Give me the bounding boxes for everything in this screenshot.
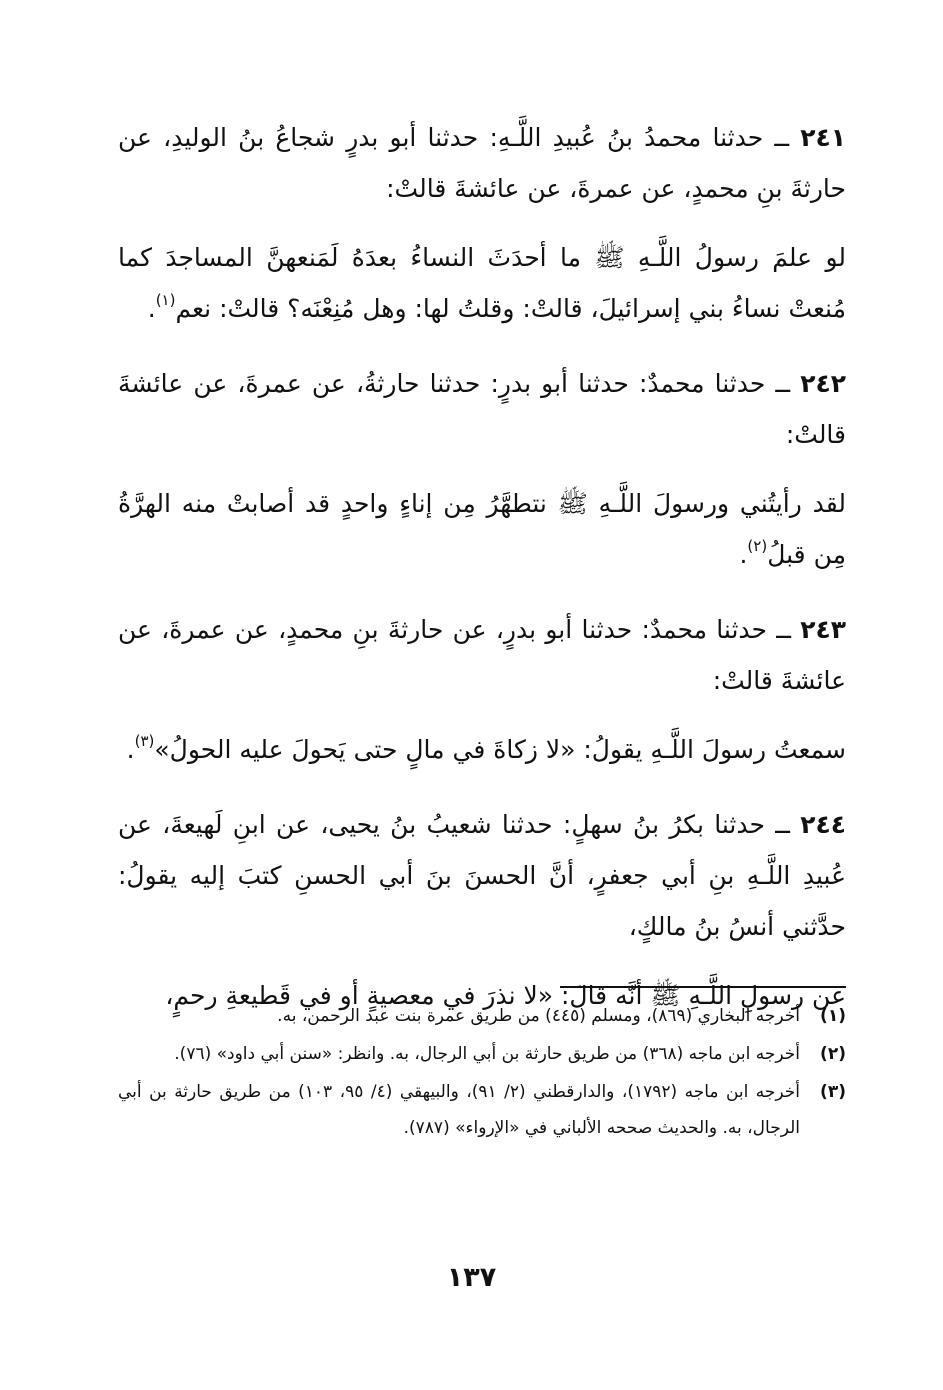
- matn-text: عن رسولِ اللَّـهِ ﷺ أنَّه قالَ: «لا نذرَ في معصيةٍ أو في قَطيعةِ رحمٍ،: [165, 981, 846, 1010]
- hadith-text-243: [118, 724, 846, 779]
- isnad-text: ــ حدثنا محمدٌ: حدثنا أبو بدرٍ: حدثنا حارثةُ، عن عمرةَ، عن عائشةَ قالتْ:: [118, 369, 846, 449]
- hadith-number: ٢٤٤: [800, 810, 846, 839]
- footnotes: [118, 998, 846, 1148]
- matn-text: لو علمَ رسولُ اللَّـهِ ﷺ ما أحدَثَ النساءُ بعدَهُ لَمَنعهنَّ المساجدَ كما مُنعتْ نساءُ بني إسرائيلَ، قالتْ: وقلتُ لها: وهل مُنِعْنَه؟ قالتْ: نعم: [118, 243, 846, 323]
- isnad-244: [118, 799, 846, 952]
- matn-tail: .: [147, 294, 156, 323]
- isnad-241: [118, 112, 846, 214]
- footnote-text: أخرجه البخاري (٨٦٩)، ومسلم (٤٤٥) من طريق عمرة بنت عبد الرحمن، به.: [277, 1006, 800, 1026]
- footnote-divider: [560, 986, 846, 988]
- hadith-text-241: [118, 232, 846, 338]
- footnote-number: (٢): [820, 1044, 846, 1064]
- hadith-number: ٢٤٢: [800, 369, 846, 398]
- footnote-ref-3: (٣): [134, 732, 155, 750]
- isnad-242: [118, 358, 846, 460]
- main-text: [118, 112, 846, 1041]
- matn-tail: .: [739, 540, 748, 569]
- matn-text: سمعتُ رسولَ اللَّـهِ يقولُ: «لا زكاةَ في مالٍ حتى يَحولَ عليه الحولُ»: [154, 735, 846, 764]
- isnad-243: [118, 604, 846, 706]
- matn-tail: .: [126, 735, 135, 764]
- hadith-number: ٢٤١: [800, 123, 846, 152]
- isnad-text: ــ حدثنا محمدٌ: حدثنا أبو بدرٍ، عن حارثةَ بنِ محمدٍ، عن عمرةَ، عن عائشةَ قالتْ:: [118, 615, 846, 695]
- footnote-text: أخرجه ابن ماجه (٣٦٨) من طريق حارثة بن أبي الرجال، به. وانظر: «سنن أبي داود» (٧٦).: [174, 1044, 800, 1064]
- footnote-2: [118, 1036, 846, 1072]
- isnad-text: ــ حدثنا محمدُ بنُ عُبيدِ اللَّـهِ: حدثنا أبو بدرٍ شجاعُ بنُ الوليدِ، عن حارثةَ بنِ محمدٍ، عن عمرةَ، عن عائشةَ قالتْ:: [118, 123, 846, 203]
- matn-text: لقد رأيتُني ورسولَ اللَّـهِ ﷺ نتطهَّرُ مِن إناءٍ واحدٍ قد أصابتْ منه الهرَّةُ مِن قبلُ: [118, 489, 846, 569]
- hadith-number: ٢٤٣: [800, 615, 846, 644]
- footnote-ref-2: (٢): [747, 537, 768, 555]
- footnote-3: [118, 1074, 846, 1146]
- footnote-number: (٣): [820, 1082, 846, 1102]
- footnote-text: أخرجه ابن ماجه (١٧٩٢)، والدارقطني (٢/ ٩١)، والبيهقي (٤/ ٩٥، ١٠٣) من طريق حارثة بن أبي الرجال، به. والحديث صححه الألباني في «الإرواء» (٧٨٧).: [118, 1082, 801, 1138]
- footnote-ref-1: (١): [155, 291, 176, 309]
- footnote-1: [118, 998, 846, 1034]
- isnad-text: ــ حدثنا بكرُ بنُ سهلٍ: حدثنا شعيبُ بنُ يحيى، عن ابنِ لَهيعةَ، عن عُبيدِ اللَّـهِ بنِ أبي جعفرٍ، أنَّ الحسنَ بنَ أبي الحسنِ كتبَ إليه يقولُ: حدَّثني أنسُ بنُ مالكٍ،: [118, 810, 846, 941]
- page-number: ١٣٧: [446, 1262, 497, 1293]
- footnote-number: (١): [820, 1006, 846, 1026]
- hadith-text-242: [118, 478, 846, 584]
